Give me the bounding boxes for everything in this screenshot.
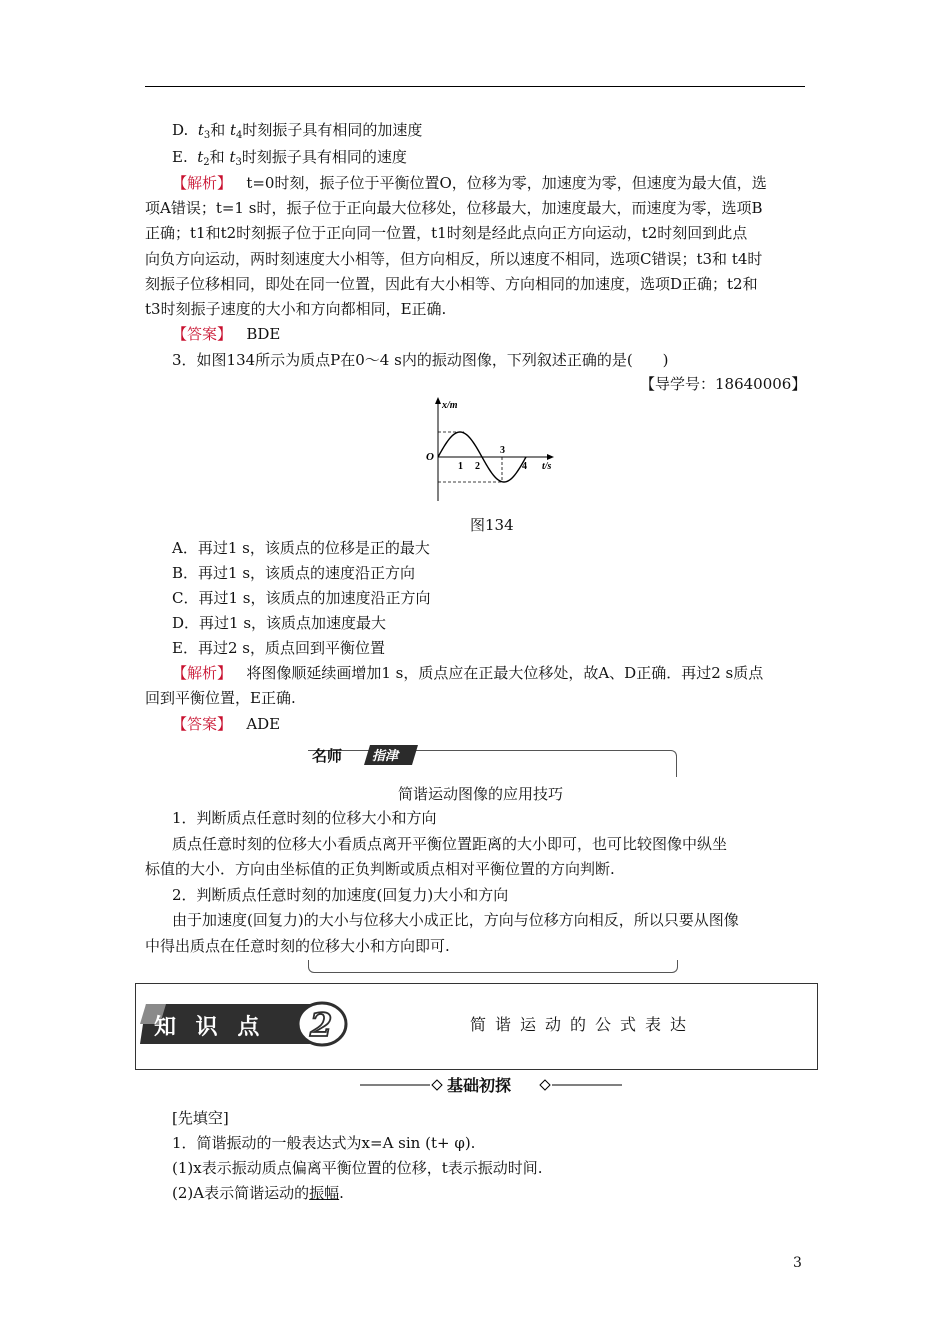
header-rule: [145, 86, 805, 87]
y-axis-label: x/m: [442, 400, 458, 411]
fill-heading: [先填空]: [172, 1109, 229, 1127]
x-axis-label: t/s: [542, 461, 552, 472]
answer-line: 【答案】 ADE: [172, 715, 281, 733]
option-d: D．再过1 s，该质点加速度最大: [172, 614, 387, 632]
fill-line: (2)A表示简谐运动的振幅.: [172, 1184, 344, 1202]
tips-tag: [308, 744, 420, 766]
question-stem: 3．如图134所示为质点P在0～4 s内的振动图像，下列叙述正确的是( ): [172, 351, 669, 369]
guide-number: 【导学号：18640006】: [640, 375, 807, 393]
option-b: B．再过1 s，该质点的速度沿正方向: [172, 564, 416, 582]
knowledge-number: 2: [310, 1006, 333, 1044]
tick-label-3: 3: [500, 445, 505, 456]
analysis-line: 回到平衡位置，E正确.: [145, 689, 296, 707]
answer-tag: 【答案】: [172, 325, 233, 343]
fill-line: (1)x表示振动质点偏离平衡位置的位移，t表示振动时间.: [172, 1159, 543, 1177]
tick-label-2: 2: [475, 461, 480, 472]
fill-answer: 振幅: [309, 1184, 340, 1202]
tips-paragraph: 质点任意时刻的位移大小看质点离开平衡位置距离的大小即可，也可比较图像中纵坐: [172, 835, 728, 853]
analysis-line: 刻振子位移相同，即处在同一位置，因此有大小相等、方向相同的加速度，选项D正确；t2和: [145, 275, 758, 293]
vibration-graph: [424, 395, 574, 505]
analysis-line: 向负方向运动，两时刻速度大小相等，但方向相反，所以速度不相同，选项C错误；t3和 t4时: [145, 250, 763, 268]
page-number: 3: [793, 1255, 802, 1271]
knowledge-banner-text: 知 识 点: [154, 1015, 266, 1040]
knowledge-banner: [140, 1000, 350, 1048]
tick-label-4: 4: [522, 461, 527, 472]
tips-paragraph: 中得出质点在任意时刻的位移大小和方向即可.: [145, 937, 450, 955]
origin-label: O: [426, 451, 434, 463]
option-d: D. $t_3$和 $t_4$时刻振子具有相同的加速度: [172, 121, 423, 141]
tips-title: 简谐运动图像的应用技巧: [398, 785, 564, 803]
tips-tag-text: 名师: [312, 747, 343, 765]
answer-tag: 【答案】: [172, 715, 233, 733]
analysis-line: 【解析】 t=0时刻，振子位于平衡位置O，位移为零，加速度为零，但速度为最大值，选: [172, 174, 767, 192]
tips-paragraph: 标值的大小．方向由坐标值的正负判断或质点相对平衡位置的方向判断.: [145, 860, 615, 878]
analysis-line: 正确；t1和t2时刻振子位于正向同一位置，t1时刻是经此点向正方向运动，t2时刻回到此点: [145, 224, 748, 242]
analysis-line: 【解析】 将图像顺延续画增加1 s，质点应在正最大位移处，故A、D正确．再过2 s质点: [172, 664, 764, 682]
option-a: A．再过1 s，该质点的位移是正的最大: [172, 539, 430, 557]
answer-line: 【答案】 BDE: [172, 325, 281, 343]
tick-label-1: 1: [458, 461, 463, 472]
option-c: C．再过1 s，该质点的加速度沿正方向: [172, 589, 431, 607]
tips-box-bottom: [308, 960, 678, 973]
analysis-line: t3时刻振子速度的大小和方向都相同，E正确.: [145, 300, 447, 318]
tips-paragraph: 由于加速度(回复力)的大小与位移大小成正比，方向与位移方向相反，所以只要从图像: [172, 911, 739, 929]
fill-line: 1．简谐振动的一般表达式为x=A sin (t+ φ).: [172, 1134, 476, 1152]
option-e: E. $t_2$和 $t_3$时刻振子具有相同的速度: [172, 148, 407, 168]
tips-heading: 1．判断质点任意时刻的位移大小和方向: [172, 809, 437, 827]
basic-label: 基础初探: [447, 1076, 512, 1095]
analysis-tag: 【解析】: [172, 664, 233, 682]
tips-heading: 2．判断质点任意时刻的加速度(回复力)大小和方向: [172, 886, 509, 904]
option-e: E．再过2 s，质点回到平衡位置: [172, 639, 385, 657]
analysis-tag: 【解析】: [172, 174, 233, 192]
analysis-line: 项A错误；t=1 s时，振子位于正向最大位移处，位移最大，加速度最大，而速度为零，选项B: [145, 199, 763, 217]
knowledge-title: 简谐运动的公式表达: [470, 1015, 696, 1034]
tips-tag-text-2: 指津: [372, 749, 399, 764]
figure-caption: 图134: [470, 516, 514, 534]
